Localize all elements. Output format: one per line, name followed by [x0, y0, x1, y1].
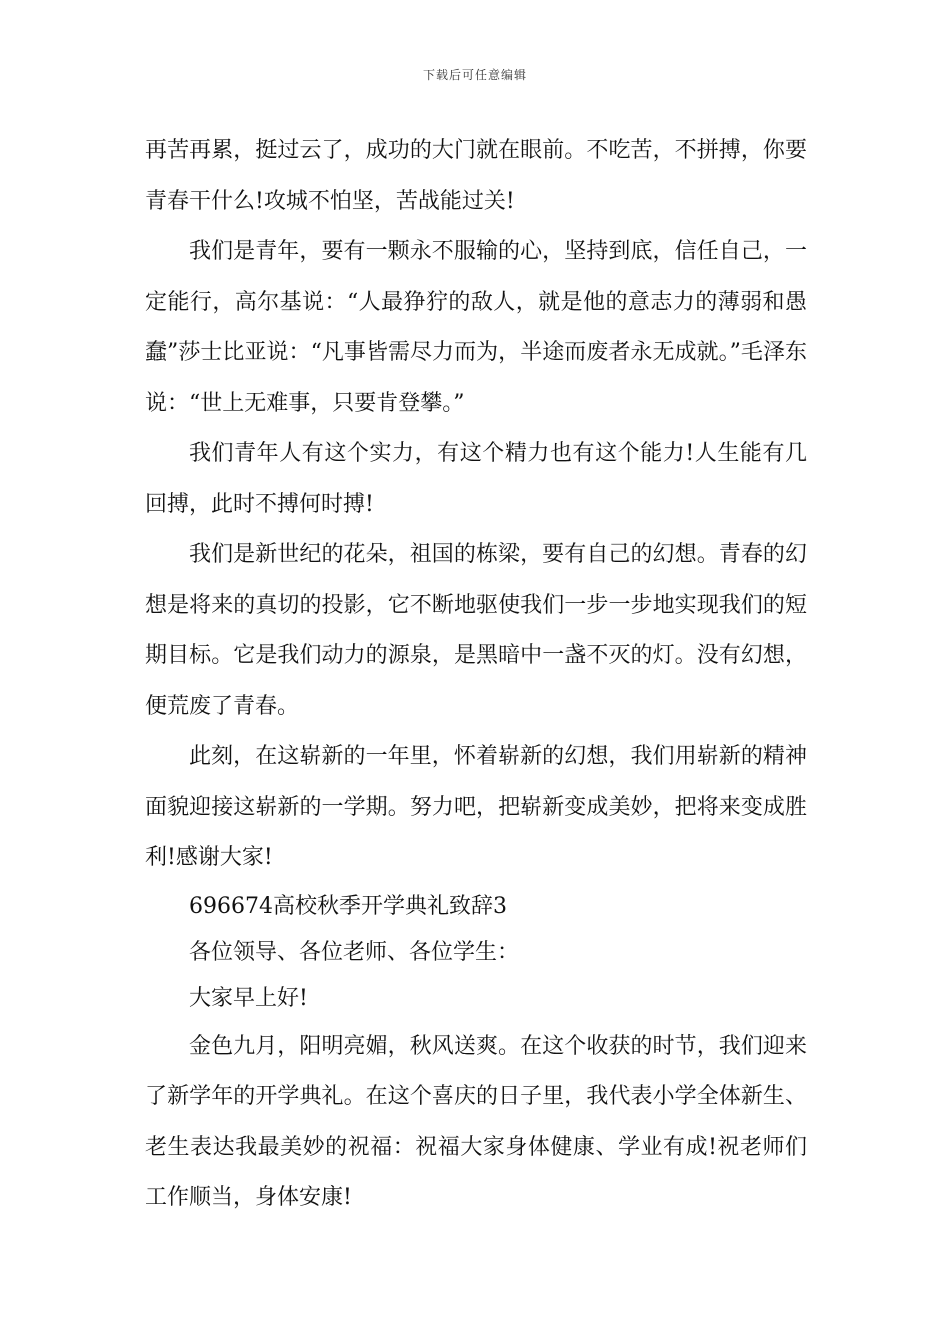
- paragraph-4: 我们是新世纪的花朵，祖国的栋梁，要有自己的幻想。青春的幻想是将来的真切的投影，它不断地驱使我们一步一步地实现我们的短期目标。它是我们动力的源泉，是黑暗中一盏不灭的灯。没有幻想，便荒废了青春。: [145, 542, 807, 719]
- section-title: 696674高校秋季开学典礼致辞3: [189, 893, 507, 919]
- greeting: 大家早上好!: [189, 985, 308, 1011]
- paragraph-2: 我们是青年，要有一颗永不服输的心，坚持到底，信任自己，一定能行，高尔基说：“人最狰狞的敌人，就是他的意志力的薄弱和愚蠢”莎士比亚说：“凡事皆需尽力而为，半途而废者永无成就。”毛泽东说：“世上无难事，只要肯登攀。”: [145, 239, 807, 416]
- paragraph-9: 金色九月，阳明亮媚，秋风送爽。在这个收获的时节，我们迎来了新学年的开学典礼。在这个喜庆的日子里，我代表小学全体新生、老生表达我最美妙的祝福：祝福大家身体健康、学业有成!祝老师们工作顺当，身体安康!: [145, 1033, 807, 1210]
- salutation: 各位领导、各位老师、各位学生：: [189, 939, 520, 965]
- paragraph-5: 此刻，在这崭新的一年里，怀着崭新的幻想，我们用崭新的精神面貌迎接这崭新的一学期。努力吧，把崭新变成美妙，把将来变成胜利!感谢大家!: [145, 744, 807, 870]
- paragraph-3: 我们青年人有这个实力，有这个精力也有这个能力!人生能有几回搏，此时不搏何时搏!: [145, 441, 807, 517]
- page-header: 下载后可任意编辑: [422, 68, 527, 82]
- document-body: [145, 126, 807, 1224]
- paragraph-1: 再苦再累，挺过云了，成功的大门就在眼前。不吃苦，不拼搏，你要青春干什么!攻城不怕坚，苦战能过关!: [145, 138, 807, 214]
